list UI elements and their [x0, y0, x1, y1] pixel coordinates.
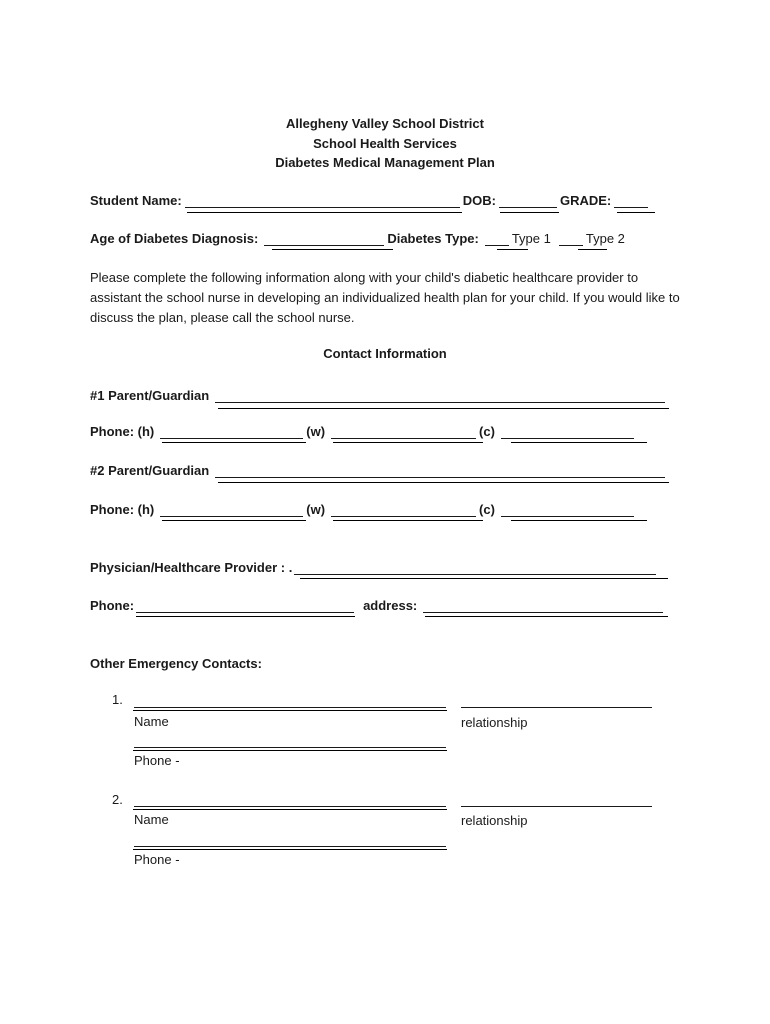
type-1-input[interactable] — [578, 232, 607, 250]
dob-label: DOB: — [462, 193, 496, 208]
contact1-relationship-line[interactable] — [461, 707, 652, 708]
contact1-number: 1. — [112, 692, 123, 707]
grade-input[interactable] — [617, 195, 655, 213]
contact1-relationship-label: relationship — [461, 715, 528, 730]
physician-label: Physician/Healthcare Provider : . — [90, 560, 293, 575]
form-title: Diabetes Medical Management Plan — [275, 155, 495, 170]
diabetes-type-label: Diabetes Type: — [387, 231, 479, 246]
physician-address-label: address: — [363, 598, 418, 613]
guardian2-label: #2 Parent/Guardian — [90, 463, 210, 478]
age-of-diabetes-diagnosis-input[interactable] — [272, 232, 393, 250]
phone-h-2-input[interactable] — [162, 503, 306, 521]
name-2-input[interactable] — [133, 832, 447, 850]
guardian2-home-label: Phone: (h) — [90, 502, 155, 517]
contact1-phone-label: Phone - — [134, 753, 180, 768]
emergency-title: Other Emergency Contacts: — [90, 656, 262, 671]
diabetes-type-input[interactable] — [497, 232, 528, 250]
student-name-input[interactable] — [187, 195, 462, 213]
district-name: Allegheny Valley School District — [286, 116, 484, 131]
phone-h-input[interactable] — [162, 425, 306, 443]
parent-guardian-1-input[interactable] — [218, 391, 669, 409]
w-2-input[interactable] — [333, 503, 483, 521]
contact2-relationship-line[interactable] — [461, 806, 652, 807]
phone-input[interactable] — [136, 599, 355, 617]
c-input[interactable] — [511, 425, 647, 443]
address-input[interactable] — [425, 599, 668, 617]
grade-label: GRADE: — [559, 193, 612, 208]
form-header — [0, 114, 770, 173]
contact2-phone-label: Phone - — [134, 852, 180, 867]
age-diagnosis-label: Age of Diabetes Diagnosis: — [90, 231, 259, 246]
department-name: School Health Services — [313, 135, 457, 151]
contact-info-title: Contact Information — [323, 346, 447, 361]
contact1-name-label: Name — [134, 714, 169, 729]
physician-healthcare-provider-input[interactable] — [300, 561, 668, 579]
parent-guardian-2-input[interactable] — [218, 465, 669, 483]
type1-label: Type 1 — [511, 231, 551, 246]
intro-paragraph: Please complete the following information along with your child's diabetic healthcare provider to assistant the school nurse in developing an individualized health plan for your child. If you would like to discuss the plan, please call the school nurse. — [90, 270, 680, 325]
item-2-input[interactable] — [133, 792, 447, 810]
student-name-label: Student Name: — [90, 193, 182, 208]
contact2-number: 2. — [112, 792, 123, 807]
guardian2-work-label: (w) — [306, 502, 326, 517]
name-input[interactable] — [133, 733, 447, 751]
guardian1-label: #1 Parent/Guardian — [90, 388, 210, 403]
guardian1-cell-label: (c) — [479, 424, 495, 439]
c-2-input[interactable] — [511, 503, 647, 521]
physician-phone-label: Phone: — [90, 598, 135, 613]
item-1-input[interactable] — [133, 693, 447, 711]
w-input[interactable] — [333, 425, 483, 443]
type2-label: Type 2 — [585, 231, 625, 246]
guardian2-cell-label: (c) — [479, 502, 495, 517]
guardian1-home-label: Phone: (h) — [90, 424, 155, 439]
guardian1-work-label: (w) — [306, 424, 326, 439]
contact2-relationship-label: relationship — [461, 813, 528, 828]
contact2-name-label: Name — [134, 812, 169, 827]
dob-input[interactable] — [500, 195, 559, 213]
